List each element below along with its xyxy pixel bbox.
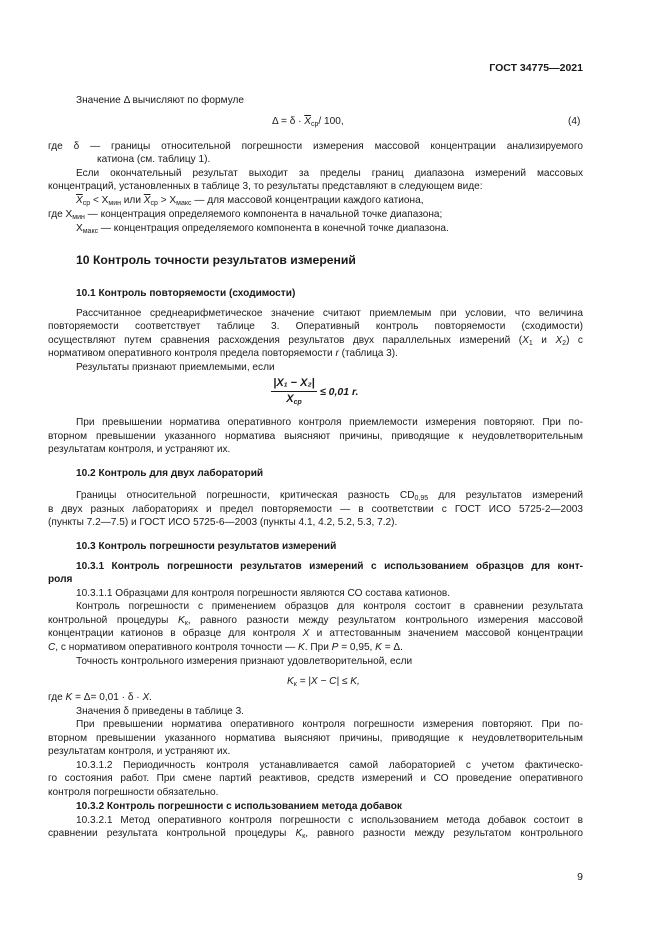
text-line: 10.3.2.1 Метод оперативного контроля погрешности с использованием метода добавок состоит в — [76, 815, 583, 826]
text-line: Рассчитанное среднеарифметическое значение считают приемлемым при условии, что величина — [76, 308, 583, 319]
text-line: При превышении норматива оперативного контроля погрешности измерения повторяют. При по- — [76, 719, 583, 730]
text-line: При превышении норматива оперативного контроля приемлемости измерения повторяют. При по- — [76, 417, 583, 428]
formula-rhs: ≤ 0,01 r. — [320, 386, 359, 398]
text-line: Контроль погрешности с применением образцов для контроля состоит в сравнении результата — [76, 601, 583, 612]
formula-numerator: |X₁ − X₂| — [273, 377, 315, 389]
text-line: Значение Δ вычисляют по формуле — [76, 95, 245, 106]
text-line: Результаты признают приемлемыми, если — [76, 362, 275, 373]
section-10-heading: 10 Контроль точности результатов измерений — [76, 253, 356, 267]
text-line: Значения δ приведены в таблице 3. — [76, 706, 244, 717]
text-line: (пункты 7.2—7.5) и ГОСТ ИСО 5725-6—2003 (пункты 4.1, 4.2, 5.2, 5.3, 7.2). — [48, 517, 398, 528]
formula-4: $\Delta = \delta \cdot \overline{X}_{ср}/$ 100, — [272, 116, 344, 128]
text-line: концентраций, установленных в таблице 3, то результаты представляют в следующем виде: — [48, 181, 483, 192]
text-line: Точность контрольного измерения признают удовлетворительной, если — [76, 656, 413, 667]
page-number: 9 — [577, 871, 583, 883]
subsection-10-3-2-heading: 10.3.2 Контроль погрешности с использованием метода добавок — [76, 801, 402, 812]
text-line: 10.3.1.2 Периодичность контроля устанавливается самой лабораторией с учетом фактическо- — [76, 760, 583, 771]
formula-number: (4) — [568, 116, 581, 127]
text-line: вторном превышении указанного норматива выясняют причины, приводящие к неудовлетворительным — [48, 431, 583, 442]
text-line: контроля погрешности обязательно. — [48, 787, 219, 798]
text-line: повторяемости соответствует таблице 3. Оперативный контроль повторяемости (сходимости) — [48, 321, 583, 332]
subsection-10-3-1-heading: 10.3.1 Контроль погрешности результатов измерений с использованием образцов для конт- — [76, 561, 583, 572]
text-line: результатам контроля, и устраняют их. — [48, 444, 231, 455]
subsection-10-3-heading: 10.3 Контроль погрешности результатов измерений — [76, 541, 337, 552]
text-line: $\overline{X}_{ср} < X_{мин}$ или $\overline{X}_{ср} > X_{макс}$ — для массовой концентрации каждого катиона, — [76, 195, 424, 207]
text-line: где δ — границы относительной погрешности измерения массовой концентрации анализируемого — [48, 141, 583, 152]
text-line: Границы относительной погрешности, критическая разность $CD_{0,95}$ для результатов измерений — [76, 490, 584, 502]
subsection-10-3-1-heading-cont: роля — [48, 574, 73, 585]
text-line: 10.3.1.1 Образцами для контроля погрешности являются СО состава катионов. — [76, 588, 451, 599]
fraction-bar — [271, 391, 317, 392]
text-line: сравнении результата контрольной процедуры $K_к$, равного разности между результатом контрольного — [48, 828, 584, 840]
text-line: где K = Δ= 0,01 · δ · X. — [48, 692, 152, 703]
text-line: катиона (см. таблицу 1). — [97, 154, 211, 165]
text-line: осуществляют путем сравнения расхождения результатов двух параллельных измерений ($X_1$ и $X_2$) с — [48, 335, 583, 347]
standard-header: ГОСТ 34775—2021 — [489, 62, 583, 74]
text-line: Если окончательный результат выходит за пределы границ диапазона измерений массовых — [76, 168, 583, 179]
text-line: контрольной процедуры $K_к$, равного разности между результатом контрольного измерения массовой — [48, 615, 583, 627]
text-line: вторном превышении указанного норматива выясняют причины, приводящие к неудовлетворительным — [48, 733, 583, 744]
formula-denominator: $X_{ср}$ — [286, 393, 302, 406]
text-line: нормативом оперативного контроля предела повторяемости r (таблица 3). — [48, 348, 398, 359]
text-line: где $X_{мин}$ — концентрация определяемого компонента в начальной точке диапазона; — [48, 209, 443, 221]
text-line: в двух разных лабораториях и предел повторяемости — в соответствии с ГОСТ ИСО 5725-2—2003 — [48, 504, 583, 515]
text-line: концентрации катионов в образце для контроля X и аттестованным значением массовой концентрации — [48, 628, 583, 639]
text-line: $X_{макс}$ — концентрация определяемого компонента в конечной точке диапазона. — [76, 223, 449, 235]
control-formula: $K_к = |X - C| \le K$, — [287, 676, 360, 688]
text-line: го состояния работ. При смене партий реактивов, средств измерений и СО проведение оперативного — [48, 773, 583, 784]
subsection-10-1-heading: 10.1 Контроль повторяемости (сходимости) — [76, 288, 296, 299]
text-line: C, с нормативом оперативного контроля точности — K. При P = 0,95, K = Δ. — [48, 642, 403, 653]
subsection-10-2-heading: 10.2 Контроль для двух лабораторий — [76, 468, 264, 479]
text-line: результатам контроля, и устраняют их. — [48, 746, 231, 757]
